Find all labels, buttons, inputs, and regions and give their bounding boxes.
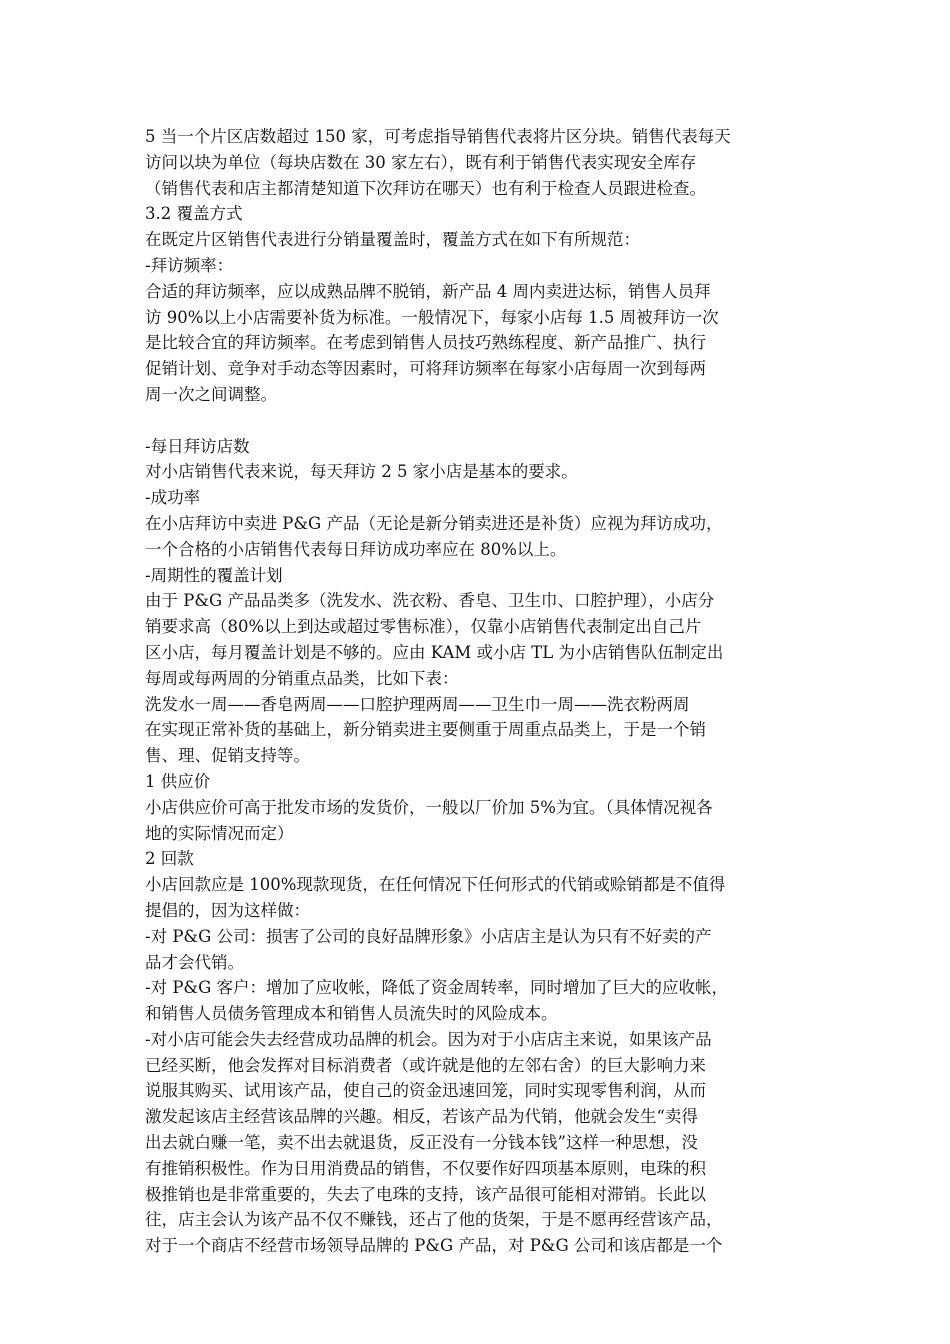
- section-heading: 2 回款: [145, 849, 194, 869]
- text-line: 洗发水一周——香皂两周——口腔护理两周——卫生巾一周——洗衣粉两周: [145, 694, 690, 714]
- text-line: 往，店主会认为该产品不仅不赚钱，还占了他的货架，于是不愿再经营该产品，: [145, 1210, 723, 1230]
- subheading: -周期性的覆盖计划: [145, 565, 283, 585]
- text-line: 合适的拜访频率，应以成熟品牌不脱销，新产品 4 周内卖进达标，销售人员拜: [145, 281, 711, 301]
- text-line: 是比较合宜的拜访频率。在考虑到销售人员技巧熟练程度、新产品推广、执行: [145, 333, 706, 353]
- text-line: 在实现正常补货的基础上，新分销卖进主要侧重于周重点品类上，于是一个销: [145, 720, 706, 740]
- text-line: 在既定片区销售代表进行分销量覆盖时，覆盖方式在如下有所规范：: [145, 230, 640, 250]
- text-line: 销要求高（80%以上到达或超过零售标准），仅靠小店销售代表制定出自己片: [145, 617, 702, 637]
- subheading: -成功率: [145, 488, 201, 508]
- text-line: -对 P&G 公司：损害了公司的良好品牌形象》小店店主是认为只有不好卖的产: [145, 926, 712, 946]
- text-line: 提倡的，因为这样做：: [145, 900, 310, 920]
- text-line: 由于 P&G 产品品类多（洗发水、洗衣粉、香皂、卫生巾、口腔护理），小店分: [145, 591, 715, 611]
- text-line: 访问以块为单位（每块店数在 30 家左右），既有利于销售代表实现安全库存: [145, 152, 697, 172]
- section-heading: 3.2 覆盖方式: [145, 204, 243, 224]
- subheading: -拜访频率：: [145, 255, 234, 275]
- section-heading: 1 供应价: [145, 771, 211, 791]
- text-line: -对 P&G 客户：增加了应收帐，降低了资金周转率，同时增加了巨大的应收帐，: [145, 978, 729, 998]
- text-line: （销售代表和店主都清楚知道下次拜访在哪天）也有利于检查人员跟进检查。: [145, 178, 706, 198]
- text-line: 区小店，每月覆盖计划是不够的。应由 KAM 或小店 TL 为小店销售队伍制定出: [145, 642, 724, 662]
- text-line: -对小店可能会失去经营成功品牌的机会。因为对于小店店主来说，如果该产品: [145, 1029, 712, 1049]
- text-line: 小店回款应是 100%现款现货，在任何情况下任何形式的代销或赊销都是不值得: [145, 875, 726, 895]
- text-line: 对于一个商店不经营市场领导品牌的 P&G 产品，对 P&G 公司和该店都是一个: [145, 1236, 723, 1256]
- text-line: 一个合格的小店销售代表每日拜访成功率应在 80%以上。: [145, 539, 567, 559]
- blank-line: [145, 408, 815, 434]
- text-line: 对小店销售代表来说，每天拜访 2 5 家小店是基本的要求。: [145, 462, 578, 482]
- text-line: 售、理、促销支持等。: [145, 746, 310, 766]
- text-line: 品才会代销。: [145, 952, 244, 972]
- text-line: 每周或每两周的分销重点品类，比如下表：: [145, 668, 459, 688]
- text-line: 5 当一个片区店数超过 150 家，可考虑指导销售代表将片区分块。销售代表每天: [145, 127, 731, 146]
- text-line: 地的实际情况而定）: [145, 823, 294, 843]
- text-line: 访 90%以上小店需要补货为标准。一般情况下，每家小店每 1.5 周被拜访一次: [145, 307, 719, 327]
- text-line: 和销售人员债务管理成本和销售人员流失时的风险成本。: [145, 1004, 558, 1024]
- text-line: 说服其购买、试用该产品，使自己的资金迅速回笼，同时实现零售利润，从而: [145, 1081, 706, 1101]
- subheading: -每日拜访店数: [145, 436, 250, 456]
- text-line: 促销计划、竞争对手动态等因素时，可将拜访频率在每家小店每周一次到每两: [145, 359, 706, 379]
- text-line: 在小店拜访中卖进 P&G 产品（无论是新分销卖进还是补货）应视为拜访成功，: [145, 513, 723, 533]
- text-line: 小店供应价可高于批发市场的发货价，一般以厂价加 5%为宜。（具体情况视各: [145, 797, 713, 817]
- text-line: 出去就白赚一笔，卖不出去就退货，反正没有一分钱本钱”这样一种思想，没: [145, 1133, 698, 1153]
- text-line: 有推销积极性。作为日用消费品的销售，不仅要作好四项基本原则，电珠的积: [145, 1158, 706, 1178]
- text-line: 极推销也是非常重要的，失去了电珠的支持，该产品很可能相对滞销。长此以: [145, 1184, 706, 1204]
- text-line: 已经买断，他会发挥对目标消费者（或许就是他的左邻右舍）的巨大影响力来: [145, 1055, 706, 1075]
- text-line: 激发起该店主经营该品牌的兴趣。相反，若该产品为代销，他就会发生“卖得: [145, 1107, 698, 1127]
- document-body: [145, 124, 815, 1259]
- text-line: 周一次之间调整。: [145, 384, 277, 404]
